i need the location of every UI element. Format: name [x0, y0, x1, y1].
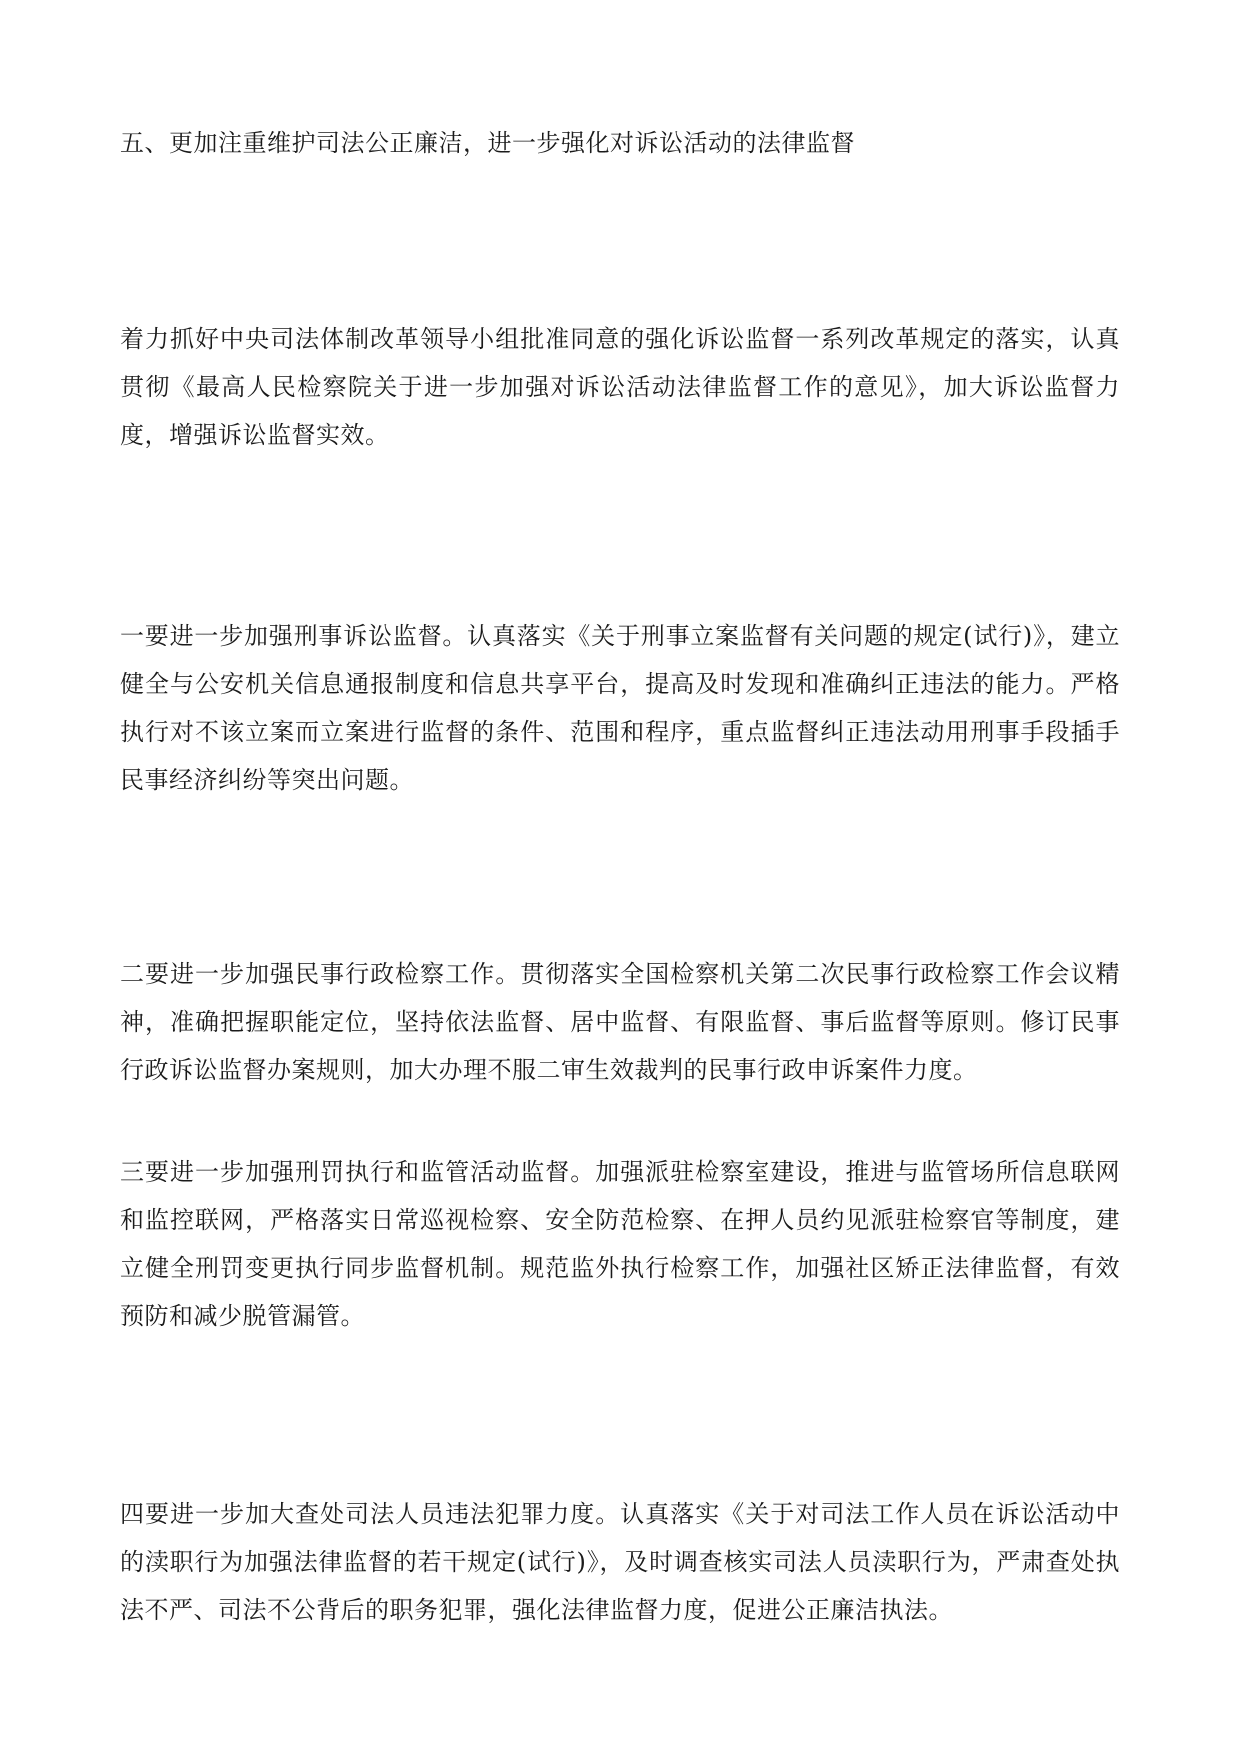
paragraph-criminal-litigation: 一要进一步加强刑事诉讼监督。认真落实《关于刑事立案监督有关问题的规定(试行)》，建立健全与公安机关信息通报制度和信息共享平台，提高及时发现和准确纠正违法的能力。严格执行对不该立案而立案进行监督的条件、范围和程序，重点监督纠正违法动用刑事手段插手民事经济纠纷等突出问题。 — [120, 622, 1120, 794]
paragraph-judicial-misconduct: 四要进一步加大查处司法人员违法犯罪力度。认真落实《关于对司法工作人员在诉讼活动中的渎职行为加强法律监督的若干规定(试行)》，及时调查核实司法人员渎职行为，严肃查处执法不严、司法不公背后的职务犯罪，强化法律监督力度，促进公正廉洁执法。 — [120, 1500, 1120, 1624]
paragraph-intro: 着力抓好中央司法体制改革领导小组批准同意的强化诉讼监督一系列改革规定的落实，认真贯彻《最高人民检察院关于进一步加强对诉讼活动法律监督工作的意见》，加大诉讼监督力度，增强诉讼监督实效。 — [120, 325, 1120, 449]
section-heading: 五、更加注重维护司法公正廉洁，进一步强化对诉讼活动的法律监督 — [120, 129, 855, 157]
paragraph-penalty-execution: 三要进一步加强刑罚执行和监管活动监督。加强派驻检察室建设，推进与监管场所信息联网和监控联网，严格落实日常巡视检察、安全防范检察、在押人员约见派驻检察官等制度，建立健全刑罚变更执行同步监督机制。规范监外执行检察工作，加强社区矫正法律监督，有效预防和减少脱管漏管。 — [120, 1158, 1120, 1330]
paragraph-civil-administrative: 二要进一步加强民事行政检察工作。贯彻落实全国检察机关第二次民事行政检察工作会议精神，准确把握职能定位，坚持依法监督、居中监督、有限监督、事后监督等原则。修订民事行政诉讼监督办案规则，加大办理不服二审生效裁判的民事行政申诉案件力度。 — [120, 960, 1120, 1084]
